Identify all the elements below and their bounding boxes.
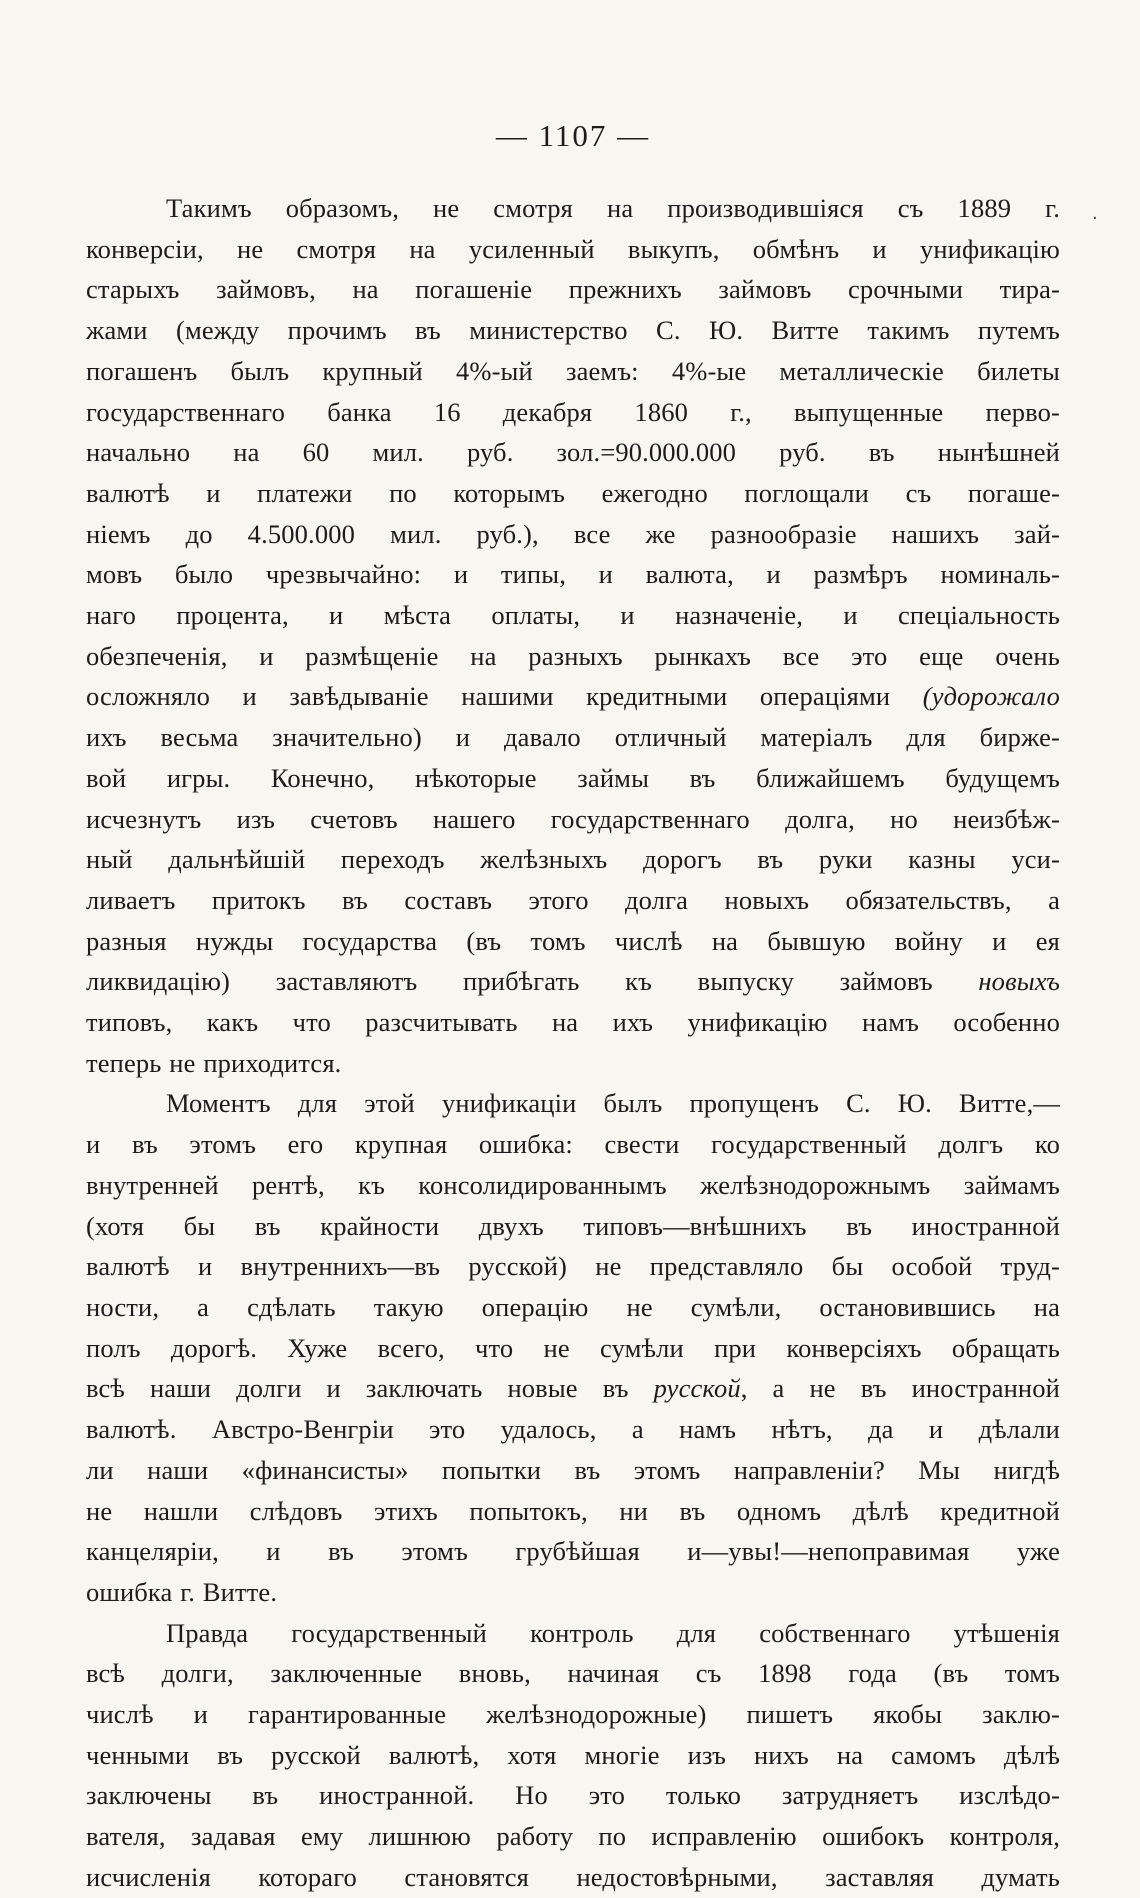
text-line: полъ дорогѣ. Хуже всего, что не сумѣли при конверсіяхъ обращать bbox=[86, 1332, 1060, 1363]
text-line bbox=[86, 1368, 1060, 1409]
paragraph-1 bbox=[86, 188, 1060, 1083]
text-line: теперь не приходится. bbox=[86, 1047, 342, 1078]
text-line: погашенъ былъ крупный 4%-ый заемъ: 4%-ые металлическіе билеты bbox=[86, 355, 1060, 386]
text-line: ченными въ русской валютѣ, хотя многіе изъ нихъ на самомъ дѣлѣ bbox=[86, 1739, 1060, 1770]
text-line: обезпеченія, и размѣщеніе на разныхъ рынкахъ все это еще очень bbox=[86, 640, 1060, 671]
text-line: валютѣ. Австро-Венгріи это удалось, а намъ нѣтъ, да и дѣлали bbox=[86, 1414, 1060, 1445]
text-line: Такимъ образомъ, не смотря на производившіяся съ 1889 г. bbox=[166, 193, 1060, 223]
text-fragment: осложняло и завѣдываніе нашими кредитными операціями bbox=[86, 681, 891, 712]
text-line: конверсіи, не смотря на усиленный выкупъ, обмѣнъ и унификацію bbox=[86, 233, 1060, 264]
italic-fragment: (удорожало bbox=[922, 681, 1060, 712]
paragraph-3 bbox=[86, 1613, 1060, 1898]
text-line: разныя нужды государства (въ томъ числѣ на бывшую войну и ея bbox=[86, 925, 1060, 956]
text-line: вателя, задавая ему лишнюю работу по исправленію ошибокъ контроля, bbox=[86, 1821, 1060, 1852]
text-line bbox=[86, 676, 1060, 717]
text-line: жами (между прочимъ въ министерство С. Ю. Витте такимъ путемъ bbox=[86, 315, 1060, 346]
text-fragment: ликвидацію) заставляютъ прибѣгать къ выпуску займовъ bbox=[86, 966, 933, 997]
text-line: внутренней рентѣ, къ консолидированнымъ желѣзнодорожнымъ займамъ bbox=[86, 1169, 1060, 1200]
text-line: числѣ и гарантированные желѣзнодорожные) пишетъ якобы заклю- bbox=[86, 1699, 1060, 1730]
text-line: (хотя бы въ крайности двухъ типовъ—внѣшнихъ въ иностранной bbox=[86, 1210, 1060, 1241]
text-line: канцеляріи, и въ этомъ грубѣйшая и—увы!—непоправимая уже bbox=[86, 1536, 1060, 1567]
text-fragment: , а не въ иностранной bbox=[740, 1373, 1060, 1404]
text-line: начально на 60 мил. руб. зол.=90.000.000 руб. въ нынѣшней bbox=[86, 437, 1060, 468]
text-line: ошибка г. Витте. bbox=[86, 1576, 278, 1607]
text-line: исчисленія котораго становятся недостовѣрными, заставляя думать bbox=[86, 1861, 1060, 1892]
text-fragment: всѣ наши долги и заключать новые въ bbox=[86, 1373, 629, 1404]
paragraph-2 bbox=[86, 1083, 1060, 1612]
text-line: ный дальнѣйшій переходъ желѣзныхъ дорогъ въ руки казны уси- bbox=[86, 844, 1060, 875]
text-line: ливаетъ притокъ въ составъ этого долга новыхъ обязательствъ, а bbox=[86, 884, 1060, 915]
text-line: ихъ весьма значительно) и давало отличный матеріалъ для бирже- bbox=[86, 722, 1060, 753]
text-line: и въ этомъ его крупная ошибка: свести государственный долгъ ко bbox=[86, 1129, 1060, 1160]
text-line: всѣ долги, заключенные вновь, начиная съ 1898 года (въ томъ bbox=[86, 1658, 1060, 1689]
italic-fragment: русской bbox=[653, 1373, 741, 1404]
text-line: старыхъ займовъ, на погашеніе прежнихъ займовъ срочными тира- bbox=[86, 274, 1060, 305]
text-line: государственнаго банка 16 декабря 1860 г., выпущенные перво- bbox=[86, 396, 1060, 427]
text-line: Моментъ для этой унификаціи былъ пропущенъ С. Ю. Витте,— bbox=[166, 1088, 1060, 1119]
text-line bbox=[86, 961, 1060, 1002]
text-line: ности, а сдѣлать такую операцію не сумѣли, остановившись на bbox=[86, 1291, 1060, 1322]
text-line: вой игры. Конечно, нѣкоторые займы въ ближайшемъ будущемъ bbox=[86, 762, 1060, 793]
text-line: типовъ, какъ что разсчитывать на ихъ унификацію намъ особенно bbox=[86, 1007, 1060, 1038]
text-line: мовъ было чрезвычайно: и типы, и валюта, и размѣръ номиналь- bbox=[86, 559, 1060, 590]
text-line: Правда государственный контроль для собственнаго утѣшенія bbox=[166, 1617, 1060, 1648]
document-page bbox=[86, 118, 1060, 1898]
text-line: наго процента, и мѣста оплаты, и назначеніе, и спеціальность bbox=[86, 600, 1060, 631]
margin-mark: · bbox=[1092, 208, 1098, 229]
text-line: ніемъ до 4.500.000 мил. руб.), все же разнообразіе нашихъ зай- bbox=[86, 518, 1060, 549]
text-line: исчезнутъ изъ счетовъ нашего государственнаго долга, но неизбѣж- bbox=[86, 803, 1060, 834]
text-line: валютѣ и платежи по которымъ ежегодно поглощали съ погаше- bbox=[86, 477, 1060, 508]
text-line: валютѣ и внутреннихъ—въ русской) не представляло бы особой труд- bbox=[86, 1251, 1060, 1282]
text-line: не нашли слѣдовъ этихъ попытокъ, ни въ одномъ дѣлѣ кредитной bbox=[86, 1495, 1060, 1526]
text-line: заключены въ иностранной. Но это только затрудняетъ изслѣдо- bbox=[86, 1780, 1060, 1811]
italic-fragment: новыхъ bbox=[978, 966, 1060, 997]
text-line: ли наши «финансисты» попытки въ этомъ направленіи? Мы нигдѣ bbox=[86, 1454, 1060, 1485]
page-number: — 1107 — bbox=[495, 118, 651, 153]
